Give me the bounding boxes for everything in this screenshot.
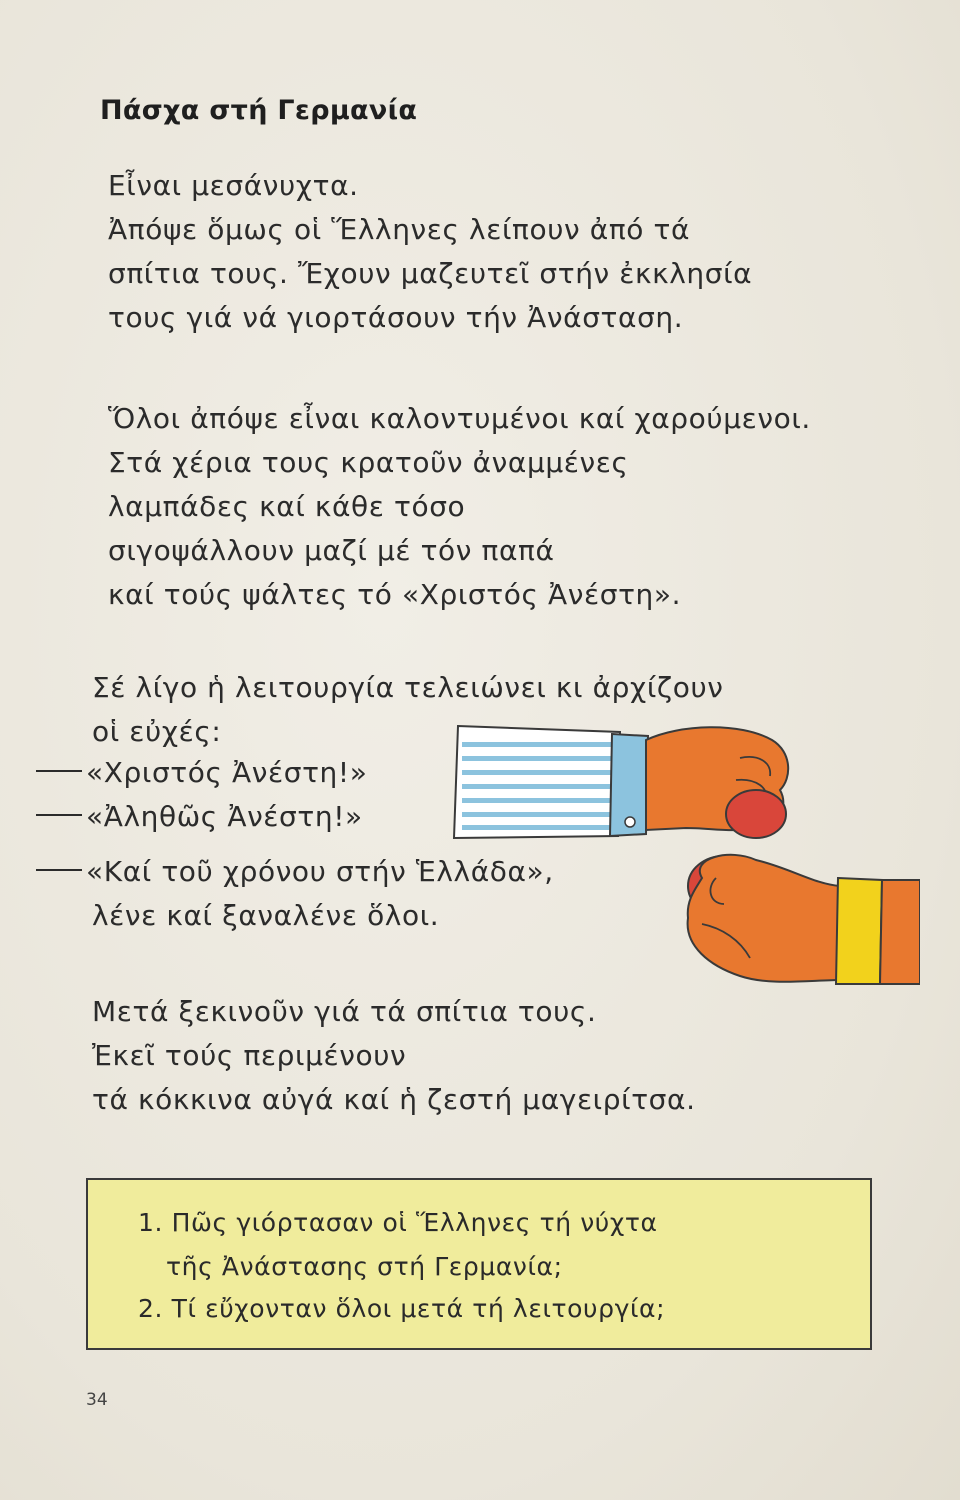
question-1-line-2: τῆς Ἀνάστασης στή Γερμανία;: [166, 1252, 563, 1281]
text-line: σπίτια τους. Ἔχουν μαζευτεῖ στήν ἐκκλησία: [108, 257, 753, 290]
upper-sleeve: [454, 726, 648, 838]
hands-cracking-easter-eggs-icon: [440, 718, 920, 1008]
text-line: Εἶναι μεσάνυχτα.: [108, 169, 359, 202]
text-line: τους γιά νά γιορτάσουν τήν Ἀνάσταση.: [108, 301, 684, 334]
dialogue-line-2: [36, 800, 363, 833]
paragraph-1: [108, 164, 752, 340]
text-line: σιγοψάλλουν μαζί μέ τόν παπά: [108, 534, 555, 567]
lower-hand: [688, 855, 842, 982]
lower-sleeve: [836, 878, 920, 984]
em-dash: [36, 869, 82, 871]
dialogue-end-line: λένε καί ξαναλένε ὅλοι.: [92, 899, 440, 932]
paragraph-4: [92, 990, 696, 1122]
dialogue-text: «Ἀληθῶς Ἀνέστη!»: [86, 800, 363, 833]
upper-red-egg: [726, 790, 786, 838]
dialogue-line-1: [36, 756, 367, 789]
question-2: 2. Τί εὔχονταν ὅλοι μετά τή λειτουργία;: [138, 1294, 666, 1323]
text-line: λαμπάδες καί κάθε τόσο: [108, 490, 466, 523]
text-line: Ἀπόψε ὅμως οἱ Ἕλληνες λείπουν ἀπό τά: [108, 213, 691, 246]
text-line: Στά χέρια τους κρατοῦν ἀναμμένες: [108, 446, 629, 479]
em-dash: [36, 770, 82, 772]
paragraph-2: [108, 397, 811, 617]
dialogue-text: «Καί τοῦ χρόνου στήν Ἑλλάδα»,: [86, 855, 554, 888]
text-line: Μετά ξεκινοῦν γιά τά σπίτια τους.: [92, 995, 597, 1028]
questions-box: [86, 1178, 872, 1350]
page-number: 34: [86, 1390, 108, 1410]
text-line: καί τούς ψάλτες τό «Χριστός Ἀνέστη».: [108, 578, 682, 611]
dialogue-text: «Χριστός Ἀνέστη!»: [86, 756, 368, 789]
page-title: Πάσχα στή Γερμανία: [100, 95, 418, 126]
text-line: Ὅλοι ἀπόψε εἶναι καλοντυμένοι καί χαρούμενοι.: [108, 402, 811, 435]
em-dash: [36, 814, 82, 816]
text-line: τά κόκκινα αὐγά καί ἡ ζεστή μαγειρίτσα.: [92, 1083, 696, 1116]
text-line: Σέ λίγο ἡ λειτουργία τελειώνει κι ἀρχίζουν: [92, 671, 724, 704]
text-line: Ἐκεῖ τούς περιμένουν: [92, 1039, 407, 1072]
text-line: οἱ εὐχές:: [92, 715, 222, 748]
question-1-line-1: 1. Πῶς γιόρτασαν οἱ Ἕλληνες τή νύχτα: [138, 1208, 658, 1237]
